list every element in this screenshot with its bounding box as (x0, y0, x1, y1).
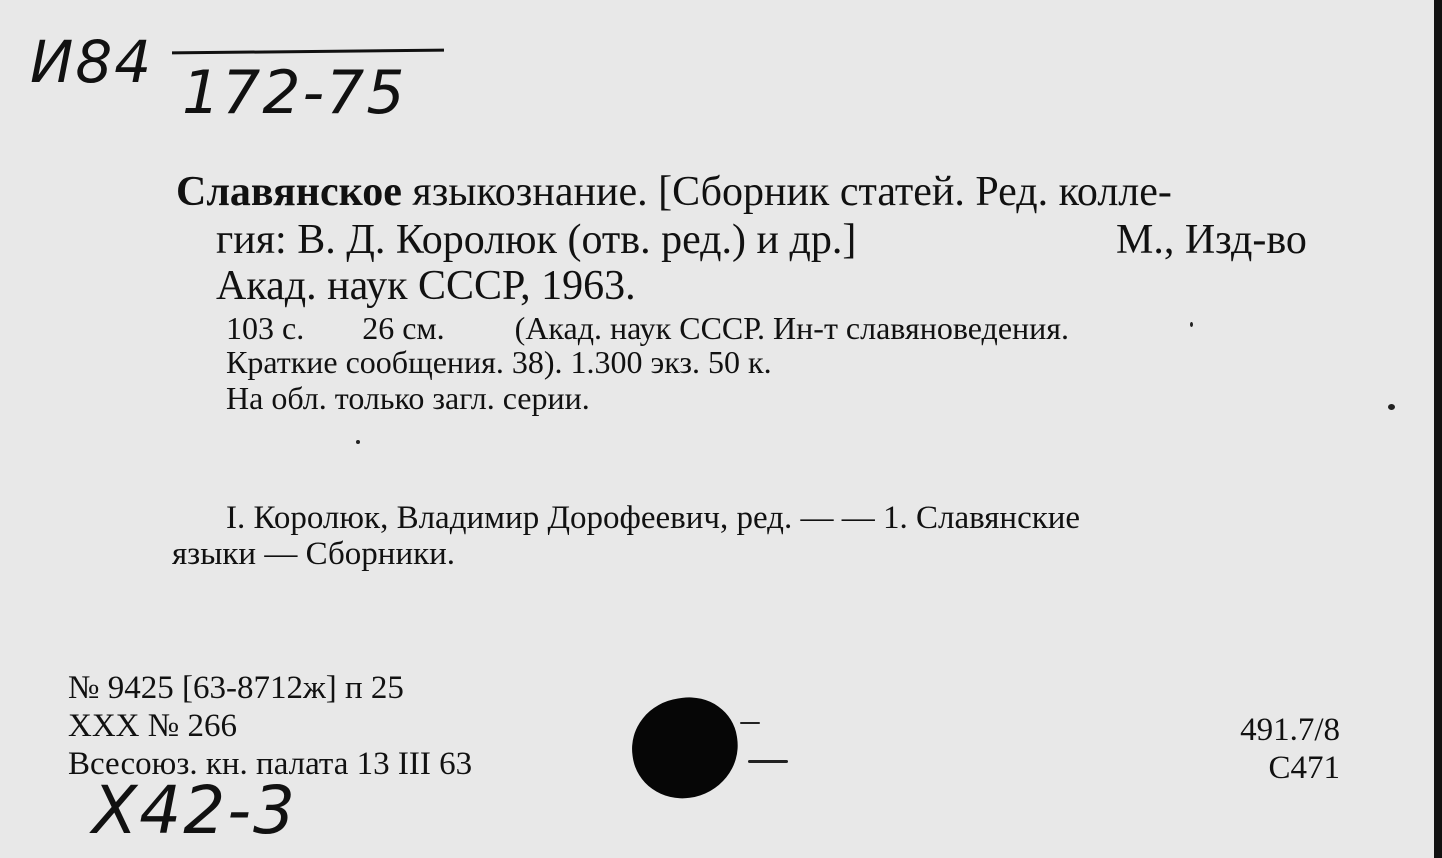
pages: 103 с. (226, 310, 305, 346)
handwritten-call-number: 172-75 (182, 58, 407, 128)
publisher: М., Изд-во (1116, 217, 1307, 263)
speck (356, 440, 360, 444)
title-line-1 (176, 168, 1172, 216)
speck (1388, 404, 1395, 410)
udc-number: 491.7/8 (1240, 712, 1340, 748)
handwritten-shelf-mark: И84 (30, 28, 154, 96)
author-mark: С471 (1268, 750, 1340, 786)
speck (740, 722, 760, 724)
title-line-2 (216, 216, 1307, 264)
footer-line-3: Всесоюз. кн. палата 13 III 63 (68, 746, 473, 782)
imprint-line: Акад. наук СССР, 1963. (216, 263, 636, 309)
handwritten-inventory-mark: Х42-3 (92, 772, 298, 849)
editors: гия: В. Д. Королюк (отв. ред.) и др.] (216, 217, 857, 263)
footer-line-1: № 9425 [63-8712ж] п 25 (68, 670, 404, 706)
handwritten-rule (172, 49, 444, 55)
tracing-line-1: I. Королюк, Владимир Дорофеевич, ред. — — 1. Славянские (226, 500, 1081, 536)
tracing-line-2: языки — Сборники. (172, 536, 456, 572)
title-first-word: Славянское (176, 169, 402, 215)
footer-line-2: XXX № 266 (68, 708, 237, 744)
physical-line-3: На обл. только загл. серии. (226, 380, 590, 416)
series: (Акад. наук СССР. Ин-т славяноведения. (514, 310, 1069, 346)
speck (748, 760, 788, 763)
physical-line-1 (226, 310, 1069, 347)
physical-line-2: Краткие сообщения. 38). 1.300 экз. 50 к. (226, 344, 772, 380)
ink-blot (626, 691, 745, 805)
size: 26 см. (362, 310, 445, 346)
title-rest: языкознание. [Сборник статей. Ред. колле- (401, 169, 1172, 215)
card-edge (1434, 0, 1442, 858)
speck (1190, 322, 1193, 327)
